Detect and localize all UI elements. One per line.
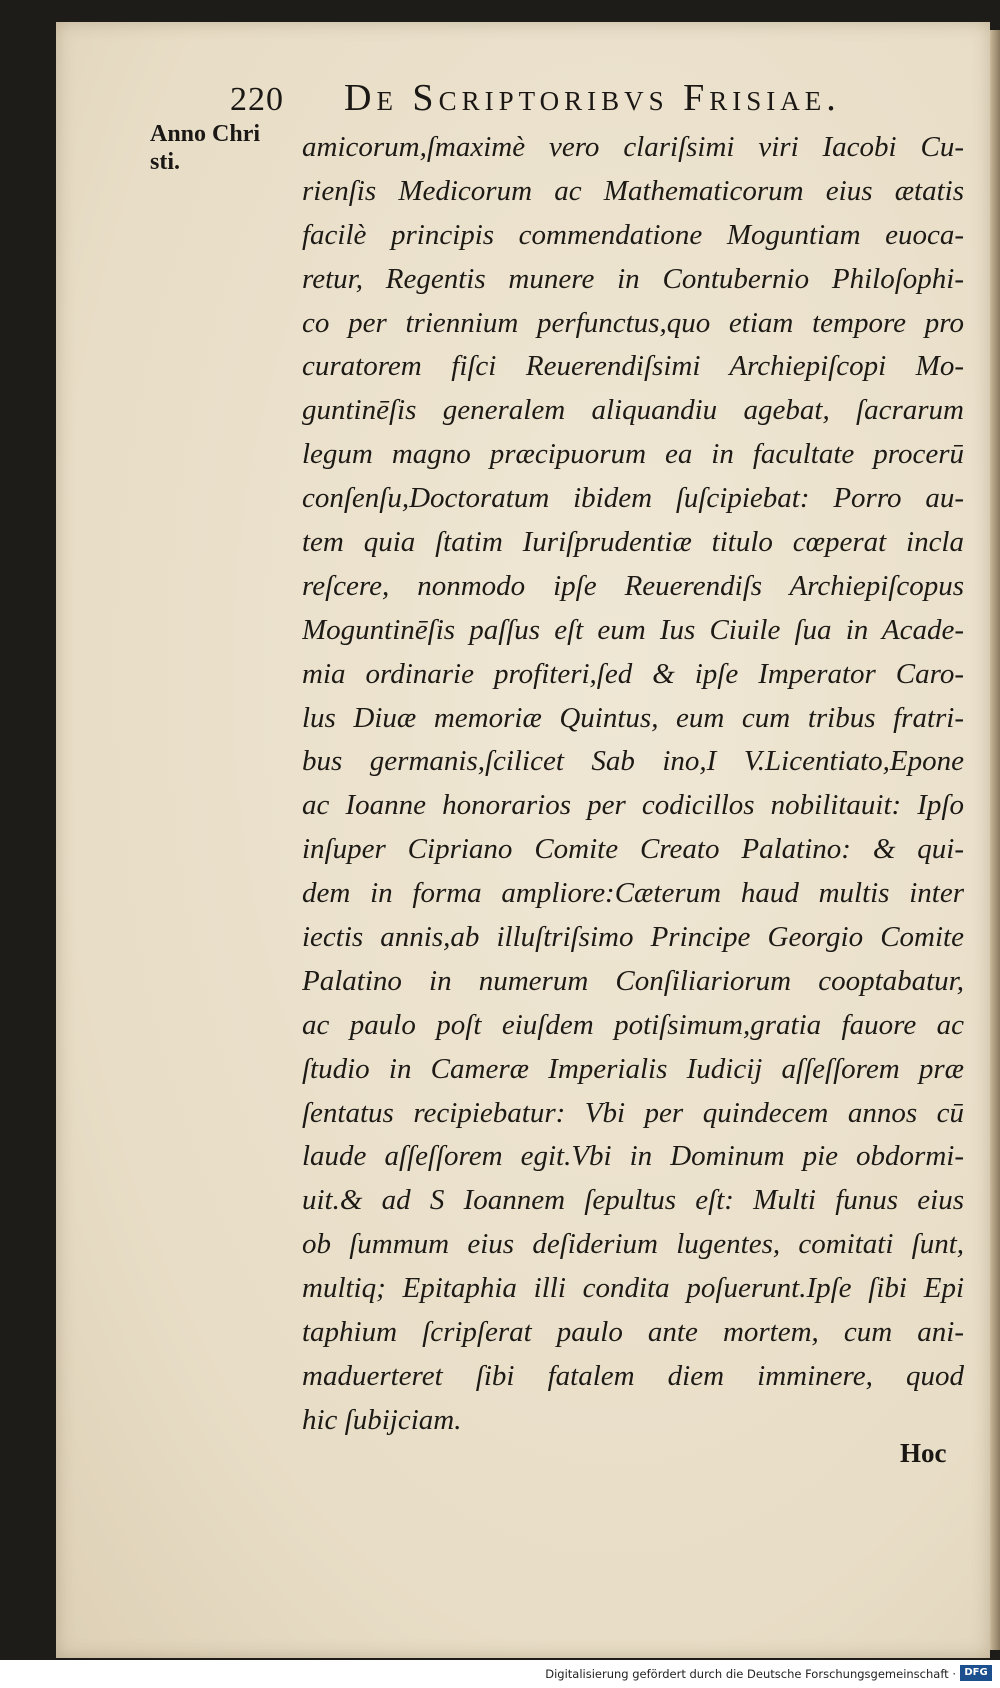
text-line: facilè principis commendatione Moguntiam euoca- — [302, 218, 964, 251]
text-line: Moguntinēſis paſſus eſt eum Ius Ciuile ſua in Acade- — [302, 613, 964, 646]
dfg-logo: DFG — [960, 1665, 992, 1681]
text-line: ob ſummum eius deſiderium lugentes, comitati ſunt, — [302, 1228, 964, 1261]
text-line: taphium ſcripſerat paulo ante mortem, cum ani- — [302, 1316, 964, 1349]
text-line: laude aſſeſſorem egit.Vbi in Dominum pie obdormi- — [302, 1140, 964, 1173]
text-line: inſuper Cipriano Comite Creato Palatino: & qui- — [302, 833, 964, 866]
page-number: 220 — [230, 81, 284, 118]
page-edge — [990, 30, 1000, 1650]
text-line: tem quia ſtatim Iuriſprudentiæ titulo cœperat incla — [302, 526, 964, 559]
text-line: ac Ioanne honorarios per codicillos nobilitauit: Ipſo — [302, 789, 964, 822]
text-line: rienſis Medicorum ac Mathematicorum eius ætatis — [302, 174, 964, 207]
catchword: Hoc — [900, 1438, 947, 1468]
text-line: curatorem fiſci Reuerendiſsimi Archiepiſcopi Mo- — [302, 350, 964, 383]
text-line: retur, Regentis munere in Contubernio Philoſophi- — [302, 262, 964, 295]
text-line: multiq; Epitaphia illi condita poſuerunt.Ipſe ſibi Epi — [302, 1272, 964, 1305]
body-text — [302, 126, 964, 1443]
text-line: Palatino in numerum Conſiliariorum cooptabatur, — [302, 964, 964, 997]
text-line: legum magno præcipuorum ea in facultate procerū — [302, 438, 964, 471]
text-line: conſenſu,Doctoratum ibidem ſuſcipiebat: Porro au- — [302, 482, 964, 515]
text-line: lus Diuæ memoriæ Quintus, eum cum tribus fratri- — [302, 701, 964, 734]
text-line: guntinēſis generalem aliquandiu agebat, ſacrarum — [302, 394, 964, 427]
text-line: ſtudio in Cameræ Imperialis Iudicij aſſeſſorem præ — [302, 1052, 964, 1085]
text-line: co per triennium perfunctus,quo etiam tempore pro — [302, 306, 964, 339]
funding-credit: Digitalisierung gefördert durch die Deutsche Forschungsgemeinschaft · — [545, 1667, 956, 1681]
marginal-note-line: sti. — [150, 149, 180, 175]
text-line: ſentatus recipiebatur: Vbi per quindecem annos cū — [302, 1096, 964, 1129]
marginal-note-line: Anno Chri — [150, 121, 261, 147]
marginal-note — [150, 120, 290, 176]
text-line: dem in forma ampliore:Cæterum haud multis inter — [302, 877, 964, 910]
running-title: De Scriptoribvs Frisiae. — [344, 77, 841, 119]
text-line: maduerteret ſibi fatalem diem imminere, quod — [302, 1359, 964, 1392]
text-line: bus germanis,ſcilicet Sab ino,I V.Licentiato,Epone — [302, 745, 964, 778]
text-line: iectis annis,ab illuſtriſsimo Principe Georgio Comite — [302, 921, 964, 954]
text-line: reſcere, nonmodo ipſe Reuerendiſs Archiepiſcopus — [302, 569, 964, 602]
text-line: uit.& ad S Ioannem ſepultus eſt: Multi funus eius — [302, 1184, 964, 1217]
text-line: hic ſubijciam. — [302, 1403, 462, 1436]
text-line: amicorum,ſmaximè vero clariſsimi viri Iacobi Cu- — [302, 131, 964, 163]
text-line: ac paulo poſt eiuſdem potiſsimum,gratia fauore ac — [302, 1008, 964, 1041]
text-line: mia ordinarie profiteri,ſed & ipſe Imperator Caro- — [302, 657, 964, 690]
